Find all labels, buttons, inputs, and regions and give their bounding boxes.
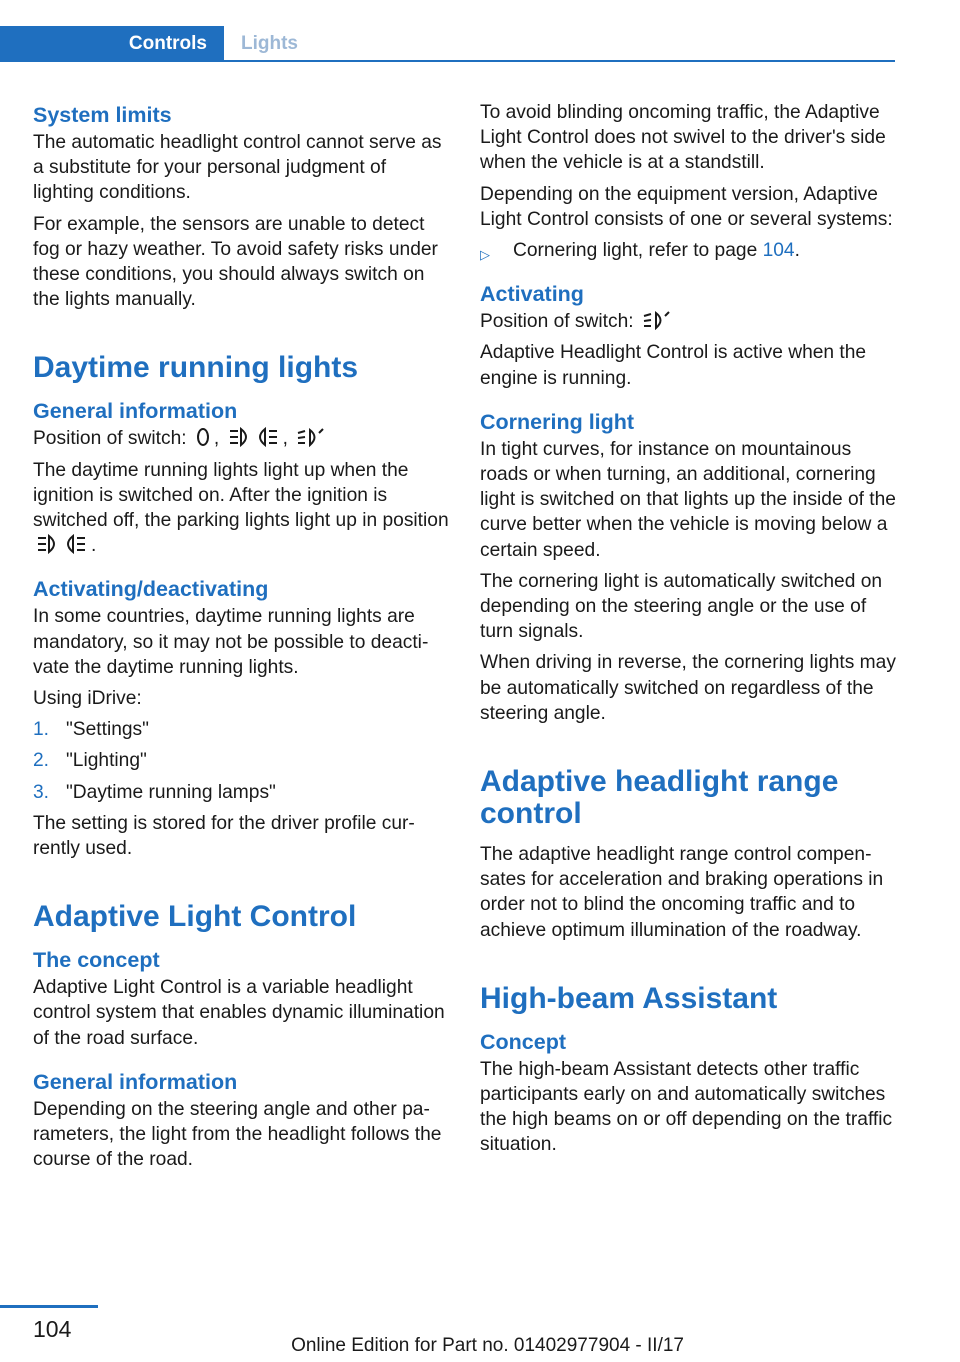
heading-high-beam-assistant: High-beam Assistant (480, 981, 778, 1015)
list-item: 3. "Daytime running lamps" (33, 781, 276, 803)
heading-system-limits: System limits (33, 103, 172, 127)
header-rule (0, 60, 895, 62)
heading-adaptive-light-control: Adaptive Light Control (33, 900, 357, 934)
heading-general-information-alc: General information (33, 1069, 238, 1094)
switch-position-line: Position of switch: , , (33, 426, 451, 451)
steps-list (33, 717, 451, 805)
systems-list (480, 238, 898, 263)
tab-controls[interactable]: Controls (0, 26, 224, 62)
automatic-headlight-icon (643, 310, 671, 330)
automatic-headlight-icon (297, 427, 325, 447)
left-column (33, 100, 451, 1172)
paragraph: Adaptive Headlight Control is active when the engine is running. (480, 342, 867, 389)
heading-cornering-light: Cornering light (480, 409, 635, 434)
paragraph-text: Position of switch: (33, 428, 187, 450)
paragraph: The adaptive headlight range control compensates for acceleration and braking operations in order not to blind the oncoming traffic and to achieve optimum illumination of the roadway. (480, 844, 884, 941)
parking-lights-icon (37, 534, 87, 554)
list-item: 2. "Lighting" (33, 750, 147, 772)
paragraph: When driving in reverse, the cornering lights may be automatically switched on regardless of the steering angle. (480, 652, 896, 724)
paragraph: Using iDrive: (33, 688, 142, 710)
switch-position-line: Position of switch: (480, 309, 898, 334)
paragraph: To avoid blinding oncoming traffic, the Adaptive Light Control does not swivel to the driver's side when the vehicle is at a standstill. (480, 102, 886, 174)
tab-lights[interactable]: Lights (241, 33, 298, 54)
heading-general-information: General information (33, 399, 238, 424)
paragraph: The cornering light is automatically switched on depending on the steering angle or the use of turn signals. (480, 570, 883, 643)
heading-activating: Activating (480, 282, 584, 307)
paragraph: Depending on the equipment version, Adaptive Light Control consists of one or several systems: (480, 183, 893, 230)
heading-the-concept: The concept (33, 948, 160, 973)
paragraph: The high-beam Assistant detects other traffic participants early on and automatically switches the high beams on or off depending on the traffic situation. (480, 1058, 893, 1156)
list-item: ▷ Cornering light, refer to page 104. (480, 238, 898, 263)
heading-adaptive-headlight-range-control: Adaptive headlight range control (480, 765, 839, 831)
paragraph: The daytime running lights light up when the ignition is switched on. After the ignition is switched off, the parking lights light up in position . (33, 459, 449, 557)
chapter-tab-bar (0, 26, 895, 62)
triangle-bullet-icon: ▷ (480, 247, 490, 263)
list-item: 1. "Settings" (33, 719, 149, 741)
paragraph: The automatic headlight control cannot serve as a substitute for your personal judgment of lighting conditions. (33, 132, 442, 204)
paragraph: In some countries, daytime running lights are mandatory, so it may not be possible to deactivate the daytime running lights. (33, 606, 429, 678)
paragraph: Depending on the steering angle and other parameters, the light from the headlight follows the course of the road. (33, 1098, 442, 1171)
paragraph: Adaptive Light Control is a variable headlight control system that enables dynamic illumination of the road surface. (33, 977, 445, 1049)
page-reference-link[interactable]: 104 (762, 240, 795, 262)
footer-rule (0, 1305, 98, 1308)
paragraph: For example, the sensors are unable to detect fog or hazy weather. To avoid safety risks under these conditions, you should always switch on the lights manually. (33, 213, 438, 311)
paragraph: The setting is stored for the driver profile currently used. (33, 812, 415, 860)
heading-daytime-running-lights: Daytime running lights (33, 351, 359, 385)
switch-off-icon (196, 427, 210, 447)
right-column (480, 100, 898, 1158)
heading-activating-deactivating: Activating/deactivating (33, 577, 269, 602)
paragraph: In tight curves, for instance on mountainous roads or when turning, an additional, cornering light is switched on that lights up the inside of the curve better when the vehicle is moving below a certain speed. (480, 438, 896, 561)
page-number: 104 (33, 1316, 72, 1342)
edition-note: Online Edition for Part no. 01402977904 - II/17 (291, 1335, 684, 1356)
heading-concept: Concept (480, 1029, 566, 1054)
parking-lights-icon (229, 427, 279, 447)
